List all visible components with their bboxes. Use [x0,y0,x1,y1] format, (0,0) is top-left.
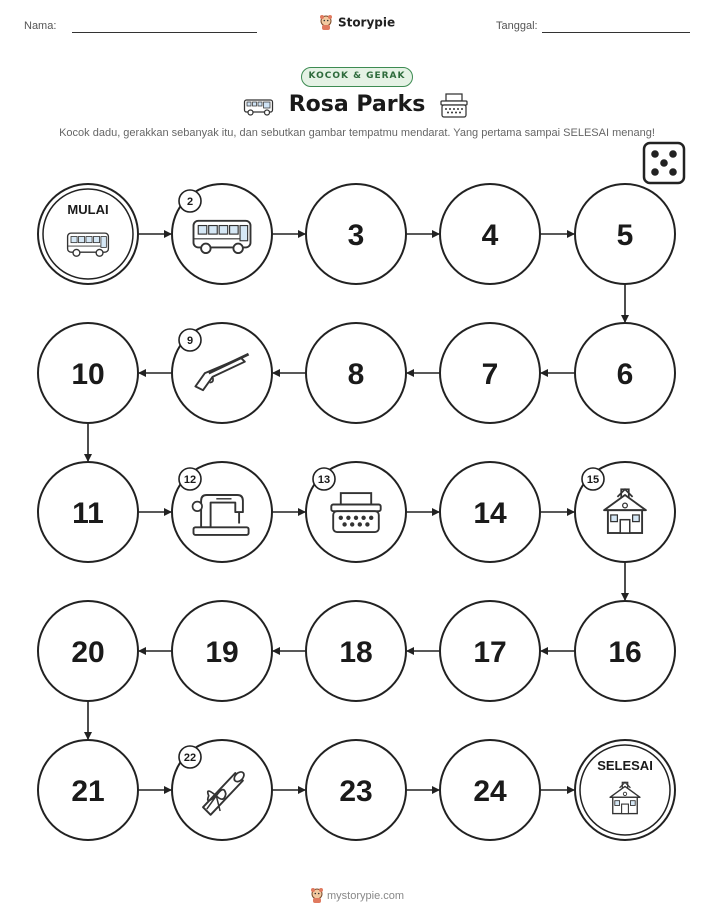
space-number: 18 [339,636,373,669]
space-number: 7 [481,358,499,391]
dice-pip [660,159,668,167]
storypie-logo-icon [310,888,324,904]
footer [0,888,714,904]
brand-name: Storypie [337,15,396,30]
space-number: 14 [473,497,507,530]
board-space-10[interactable] [38,323,138,423]
typewriter-icon [438,92,470,120]
space-number: 22 [183,752,197,764]
finish-space[interactable] [575,740,675,840]
space-number: 6 [616,358,634,391]
space-number: 23 [339,775,373,808]
start-label: MULAI [67,202,109,217]
start-space[interactable] [38,184,138,284]
brand [0,12,714,31]
board-space-15[interactable] [575,462,675,562]
board-space-16[interactable] [575,601,675,701]
board-space-11[interactable] [38,462,138,562]
name-label: Nama: [24,20,57,32]
board-space-5[interactable] [575,184,675,284]
board-space-20[interactable] [38,601,138,701]
dice-icon[interactable] [642,141,686,185]
board-space-4[interactable] [440,184,540,284]
activity-badge: KOCOK & GERAK [301,67,413,87]
board-space-9[interactable] [172,323,272,423]
board-space-22[interactable] [172,740,272,840]
space-number: 4 [481,219,499,252]
board-space-2[interactable] [172,184,272,284]
board-space-6[interactable] [575,323,675,423]
dice-pip [651,168,659,176]
space-number: 10 [71,358,105,391]
board-space-23[interactable] [306,740,406,840]
space-number: 20 [71,636,105,669]
board-space-13[interactable] [306,462,406,562]
space-number: 9 [186,335,194,347]
storypie-logo-icon [319,15,333,31]
board-space-21[interactable] [38,740,138,840]
board-space-7[interactable] [440,323,540,423]
space-number: 12 [183,474,197,486]
dice-pip [669,168,677,176]
name-line[interactable] [72,32,257,33]
space-number: 13 [317,474,331,486]
date-label: Tanggal: [496,20,538,32]
board-space-18[interactable] [306,601,406,701]
space-number: 2 [186,196,194,208]
space-number: 16 [608,636,642,669]
page-title: Rosa Parks [288,92,426,117]
bus-icon [194,221,251,253]
space-number: 24 [473,775,507,808]
space-number: 5 [616,219,634,252]
space-number: 21 [71,775,105,808]
space-number: 17 [473,636,507,669]
finish-label: SELESAI [597,758,653,773]
board-space-14[interactable] [440,462,540,562]
board-space-3[interactable] [306,184,406,284]
space-number: 3 [347,219,365,252]
bus-icon [68,233,109,256]
board-space-19[interactable] [172,601,272,701]
space-number: 11 [72,497,104,530]
board-space-24[interactable] [440,740,540,840]
space-number: 15 [586,474,600,486]
date-line[interactable] [542,32,690,33]
footer-url: mystorypie.com [327,889,405,902]
dice-pip [651,150,659,158]
instructions: Kocok dadu, gerakkan sebanyak itu, dan sebutkan gambar tempatmu mendarat. Yang pertama sampai SELESAI menang! [59,127,655,139]
board-space-8[interactable] [306,323,406,423]
dice-pip [669,150,677,158]
space-number: 19 [205,636,239,669]
board-space-12[interactable] [172,462,272,562]
space-number: 8 [347,358,365,391]
board-space-17[interactable] [440,601,540,701]
